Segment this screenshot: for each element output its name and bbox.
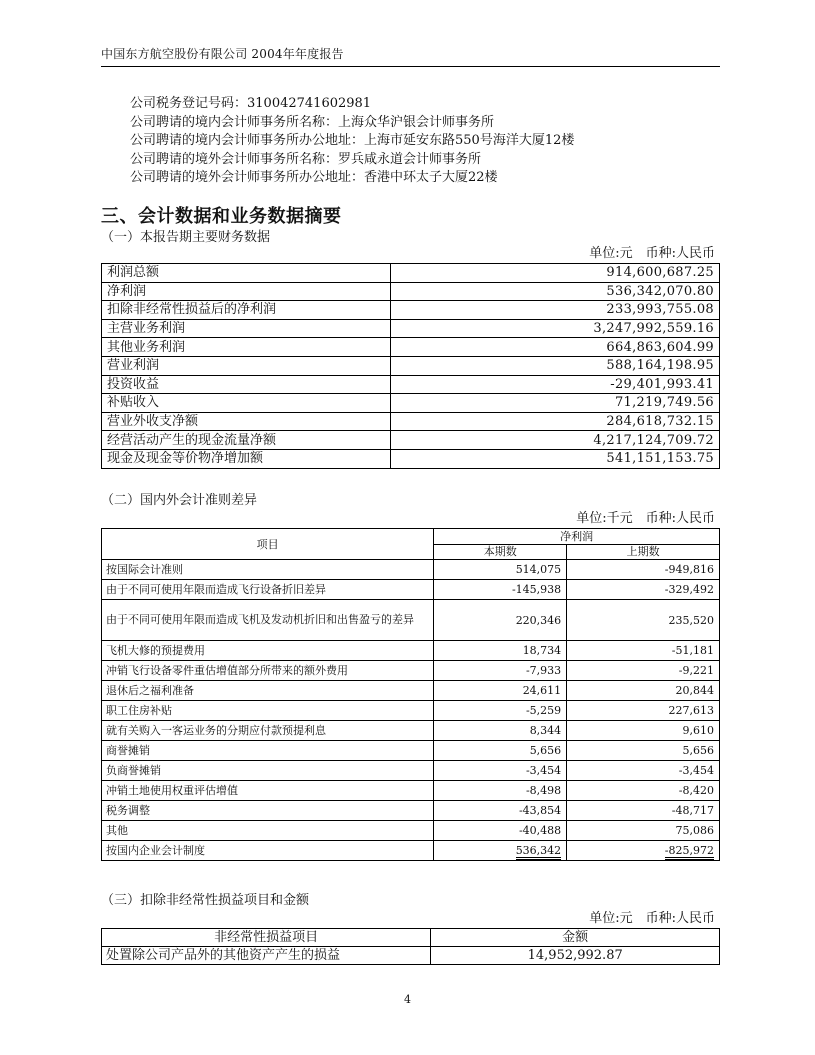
part2-unit: 单位:千元 币种:人民币	[576, 511, 715, 526]
row-label: 冲销土地使用权重评估增值	[102, 781, 434, 801]
table-row	[102, 741, 720, 761]
table-row	[102, 801, 720, 821]
row-current: 24,611	[434, 681, 567, 701]
row-value: 71,219,749.56	[391, 394, 720, 413]
part1-title: （一）本报告期主要财务数据	[101, 230, 271, 245]
table-row	[102, 301, 720, 320]
row-current: -40,488	[434, 821, 567, 841]
row-previous: -8,420	[567, 781, 720, 801]
table-row	[102, 681, 720, 701]
row-previous: 20,844	[567, 681, 720, 701]
col-header-item: 非经常性损益项目	[102, 929, 431, 947]
row-label: 按国内企业会计制度	[102, 841, 434, 861]
table-row	[102, 394, 720, 413]
info-line-tax-id: 公司税务登记号码：310042741602981	[130, 96, 372, 111]
row-previous: -3,454	[567, 761, 720, 781]
row-label: 投资收益	[102, 375, 391, 394]
row-label: 冲销飞行设备零件重估增值部分所带来的额外费用	[102, 661, 434, 681]
row-label: 退休后之福利准备	[102, 681, 434, 701]
col-header-current: 本期数	[434, 544, 567, 560]
table-row	[102, 449, 720, 468]
row-value: 664,863,604.99	[391, 338, 720, 357]
row-label: 由于不同可使用年限而造成飞机及发动机折旧和出售盈亏的差异	[102, 600, 434, 641]
table-row	[102, 721, 720, 741]
row-previous: 9,610	[567, 721, 720, 741]
row-label: 税务调整	[102, 801, 434, 821]
table-row	[102, 264, 720, 283]
col-header-previous: 上期数	[567, 544, 720, 560]
table-row	[102, 947, 720, 965]
row-value: 914,600,687.25	[391, 264, 720, 283]
total-previous-value: -825,972	[665, 844, 714, 860]
row-label: 按国际会计准则	[102, 560, 434, 580]
table-row	[102, 338, 720, 357]
row-value: 588,164,198.95	[391, 356, 720, 375]
row-previous: -48,717	[567, 801, 720, 821]
table-row	[102, 701, 720, 721]
row-current: 220,346	[434, 600, 567, 641]
main-financial-data-table	[101, 263, 720, 469]
row-label: 利润总额	[102, 264, 391, 283]
gaap-differences-table	[101, 528, 720, 861]
row-label: 就有关购入一客运业务的分期应付款预提利息	[102, 721, 434, 741]
part1-unit: 单位:元 币种:人民币	[589, 246, 715, 261]
part2-title: （二）国内外会计准则差异	[101, 493, 258, 508]
row-current: -145,938	[434, 580, 567, 600]
section-title: 三、会计数据和业务数据摘要	[101, 206, 342, 227]
row-current: -7,933	[434, 661, 567, 681]
table-row-total	[102, 841, 720, 861]
row-label: 由于不同可使用年限而造成飞行设备折旧差异	[102, 580, 434, 600]
row-value: 233,993,755.08	[391, 301, 720, 320]
row-label: 补贴收入	[102, 394, 391, 413]
row-previous: -329,492	[567, 580, 720, 600]
row-current	[434, 841, 567, 861]
row-label: 商誉摊销	[102, 741, 434, 761]
part3-unit: 单位:元 币种:人民币	[589, 911, 715, 926]
row-current: -43,854	[434, 801, 567, 821]
table-row	[102, 600, 720, 641]
row-label: 其他业务利润	[102, 338, 391, 357]
row-label: 净利润	[102, 282, 391, 301]
row-label: 营业利润	[102, 356, 391, 375]
row-value: 4,217,124,709.72	[391, 431, 720, 450]
row-previous	[567, 841, 720, 861]
table-row	[102, 781, 720, 801]
row-value: 284,618,732.15	[391, 412, 720, 431]
row-value: -29,401,993.41	[391, 375, 720, 394]
table-row	[102, 319, 720, 338]
info-line-domestic-auditor: 公司聘请的境内会计师事务所名称：上海众华沪银会计师事务所	[130, 114, 495, 130]
row-current: 18,734	[434, 641, 567, 661]
row-label: 处置除公司产品外的其他资产产生的损益	[102, 947, 431, 965]
row-current: -8,498	[434, 781, 567, 801]
row-label: 营业外收支净额	[102, 412, 391, 431]
total-current-value: 536,342	[516, 844, 562, 860]
info-line-domestic-auditor-address: 公司聘请的境内会计师事务所办公地址：上海市延安东路550号海洋大厦12楼	[130, 133, 575, 148]
row-previous: 5,656	[567, 741, 720, 761]
table-row	[102, 560, 720, 580]
row-value: 14,952,992.87	[431, 947, 720, 965]
row-label: 扣除非经常性损益后的净利润	[102, 301, 391, 320]
table-header-row	[102, 529, 720, 545]
table-row	[102, 356, 720, 375]
row-label: 现金及现金等价物净增加额	[102, 449, 391, 468]
row-current: -5,259	[434, 701, 567, 721]
table-row	[102, 821, 720, 841]
company-info	[130, 95, 574, 188]
row-previous: 75,086	[567, 821, 720, 841]
row-previous: 227,613	[567, 701, 720, 721]
part3-title: （三）扣除非经常性损益项目和金额	[101, 893, 310, 908]
non-recurring-items-table	[101, 928, 720, 965]
row-previous: -51,181	[567, 641, 720, 661]
row-label: 负商誉摊销	[102, 761, 434, 781]
table-row	[102, 580, 720, 600]
page-header: 中国东方航空股份有限公司 2004年年度报告	[101, 44, 720, 67]
row-value: 541,151,153.75	[391, 449, 720, 468]
row-previous: -9,221	[567, 661, 720, 681]
row-current: 8,344	[434, 721, 567, 741]
row-value: 536,342,070.80	[391, 282, 720, 301]
row-current: 5,656	[434, 741, 567, 761]
table-header-row	[102, 929, 720, 947]
row-label: 职工住房补贴	[102, 701, 434, 721]
row-previous: -949,816	[567, 560, 720, 580]
row-label: 其他	[102, 821, 434, 841]
row-label: 飞机大修的预提费用	[102, 641, 434, 661]
info-line-foreign-auditor: 公司聘请的境外会计师事务所名称：罗兵咸永道会计师事务所	[130, 151, 482, 167]
table-row	[102, 761, 720, 781]
table-row	[102, 641, 720, 661]
col-header-item: 项目	[102, 529, 434, 560]
row-value: 3,247,992,559.16	[391, 319, 720, 338]
page-number: 4	[404, 993, 411, 1006]
col-header-net-profit: 净利润	[434, 529, 720, 545]
row-label: 经营活动产生的现金流量净额	[102, 431, 391, 450]
table-row	[102, 282, 720, 301]
row-current: 514,075	[434, 560, 567, 580]
col-header-amount: 金额	[431, 929, 720, 947]
table-row	[102, 661, 720, 681]
info-line-foreign-auditor-address: 公司聘请的境外会计师事务所办公地址：香港中环太子大厦22楼	[130, 170, 498, 185]
row-previous: 235,520	[567, 600, 720, 641]
table-row	[102, 412, 720, 431]
row-current: -3,454	[434, 761, 567, 781]
table-row	[102, 431, 720, 450]
row-label: 主营业务利润	[102, 319, 391, 338]
table-row	[102, 375, 720, 394]
